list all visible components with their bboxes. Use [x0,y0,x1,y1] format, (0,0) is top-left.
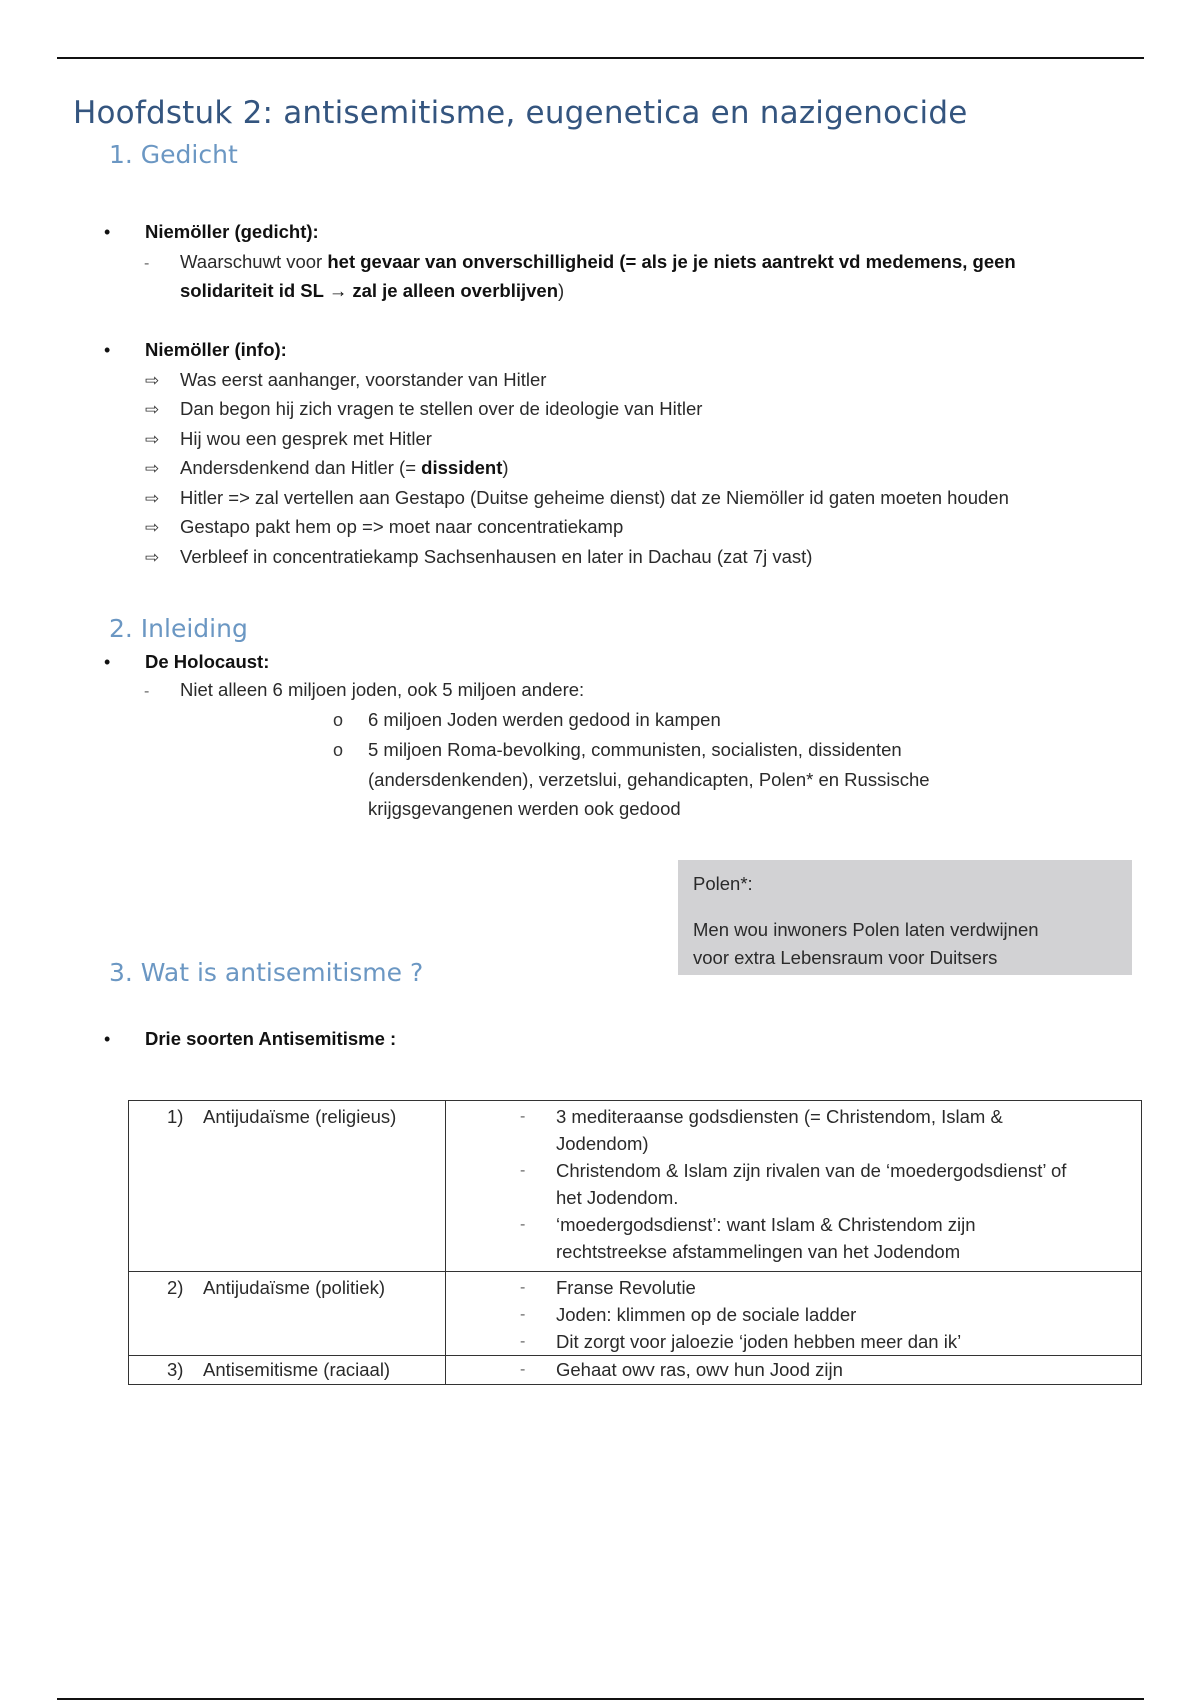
sub-item-warning [144,248,1016,278]
bullet-icon: • [104,1029,111,1049]
dash-icon: - [520,1361,526,1378]
bullet-icon: • [104,652,111,672]
cell-line: ‘moedergodsdienst’: want Islam & Christendom zijn [556,1214,976,1235]
circle-item-text: 5 miljoen Roma-bevolking, communisten, socialisten, dissidenten [368,739,902,760]
bullet-icon: • [104,222,111,242]
table-row [129,1356,1142,1385]
arrow-right-icon: ⇨ [145,518,160,537]
arrow-right-icon: ⇨ [145,400,160,419]
item-label: Niemöller (gedicht): [145,221,319,242]
list-item-niemoller-info [104,336,287,364]
arrow-item-text: Hitler => zal vertellen aan Gestapo (Duitse geheime dienst) dat ze Niemöller id gaten moeten houden [180,487,1009,508]
sub-item-text: Waarschuwt voor [180,251,328,272]
arrow-item-text: Gestapo pakt hem op => moet naar concentratiekamp [180,516,624,537]
footnote-line: voor extra Lebensraum voor Duitsers [693,947,998,968]
cell-line: Joden: klimmen op de sociale ladder [556,1304,857,1325]
item-label: Drie soorten Antisemitisme : [145,1028,397,1049]
arrow-item-text: Andersdenkend dan Hitler (= [180,457,422,478]
arrow-item [145,454,509,483]
sub-item-holocaust [144,676,585,706]
list-item-niemoller-gedicht [104,218,319,246]
arrow-item [145,484,1009,513]
arrow-item [145,543,813,572]
footnote-line: Men wou inwoners Polen laten verdwijnen [693,919,1039,940]
dash-icon: - [520,1333,526,1350]
dash-icon: - [144,255,150,272]
circle-bullet-icon: o [333,710,344,730]
table-row [129,1272,1142,1356]
arrow-item [145,513,624,542]
dash-icon: - [520,1162,526,1179]
circle-item-cont: (andersdenkenden), verzetslui, gehandicapten, Polen* en Russische [368,769,930,790]
cell-line: Gehaat owv ras, owv hun Jood zijn [556,1359,843,1380]
antisemitism-types-table [128,1100,1142,1385]
arrow-item-text: Verbleef in concentratiekamp Sachsenhausen en later in Dachau (zat 7j vast) [180,546,813,567]
header-rule [57,57,1144,59]
circle-item-cont: krijgsgevangenen werden ook gedood [368,798,681,819]
table-cell-description [446,1272,1142,1356]
dash-icon: - [144,683,150,700]
arrow-item-text: Hij wou een gesprek met Hitler [180,428,432,449]
section-heading-inleiding: 2. Inleiding [109,614,248,643]
row-number: 1) [167,1106,184,1127]
table-cell-description [446,1356,1142,1385]
table-cell-description [446,1101,1142,1272]
arrow-item [145,395,703,424]
row-number: 3) [167,1359,184,1380]
cell-line: rechtstreekse afstammelingen van het Jodendom [556,1241,961,1262]
sub-item-text: ) [558,280,565,301]
arrow-right-icon: ⇨ [145,371,160,390]
row-type-label: Antijudaïsme (politiek) [203,1277,385,1298]
bullet-icon: • [104,340,111,360]
circle-item-text: 6 miljoen Joden werden gedood in kampen [368,709,721,730]
list-item-drie-soorten [104,1025,397,1053]
page-title: Hoofdstuk 2: antisemitisme, eugenetica en nazigenocide [73,95,968,131]
dash-icon: - [520,1306,526,1323]
dash-icon: - [520,1279,526,1296]
dash-icon: - [520,1216,526,1233]
sub-item-bold: solidariteit id SL → zal je alleen overblijven [180,280,559,301]
footnote-box-polen [678,860,1132,975]
cell-line: Christendom & Islam zijn rivalen van de ‘moedergodsdienst’ of [556,1160,1067,1181]
dash-icon: - [520,1108,526,1125]
circle-item [333,736,902,764]
table-row [129,1101,1142,1272]
arrow-right-icon: ⇨ [145,548,160,567]
arrow-right-icon: ⇨ [145,489,160,508]
row-type-label: Antisemitisme (raciaal) [203,1359,391,1380]
arrow-item-text: Was eerst aanhanger, voorstander van Hitler [180,369,547,390]
arrow-item [145,366,547,395]
arrow-item-bold: dissident [421,457,503,478]
item-label: De Holocaust: [145,651,270,672]
cell-line: Franse Revolutie [556,1277,696,1298]
footnote-title: Polen*: [693,873,753,894]
item-label: Niemöller (info): [145,339,287,360]
circle-bullet-icon: o [333,740,344,760]
list-item-holocaust [104,648,270,676]
row-type-label: Antijudaïsme (religieus) [203,1106,397,1127]
circle-item [333,706,721,734]
arrow-right-icon: ⇨ [145,430,160,449]
arrow-item-text: ) [502,457,509,478]
table-cell-type [129,1101,446,1272]
row-number: 2) [167,1277,184,1298]
cell-line: het Jodendom. [556,1187,679,1208]
sub-item-bold: het gevaar van onverschilligheid (= als je je niets aantrekt vd medemens, geen [327,251,1016,272]
arrow-item [145,425,432,454]
cell-line: 3 mediteraanse godsdiensten (= Christendom, Islam & [556,1106,1003,1127]
cell-line: Jodendom) [556,1133,649,1154]
section-heading-antisemitisme: 3. Wat is antisemitisme ? [109,958,424,987]
cell-line: Dit zorgt voor jaloezie ‘joden hebben meer dan ik’ [556,1331,962,1352]
arrow-item-text: Dan begon hij zich vragen te stellen over de ideologie van Hitler [180,398,703,419]
sub-item-text: Niet alleen 6 miljoen joden, ook 5 miljoen andere: [180,679,585,700]
sub-item-warning-line2 [180,277,564,305]
table-cell-type [129,1356,446,1385]
arrow-right-icon: ⇨ [145,459,160,478]
table-cell-type [129,1272,446,1356]
section-heading-gedicht: 1. Gedicht [109,140,238,169]
